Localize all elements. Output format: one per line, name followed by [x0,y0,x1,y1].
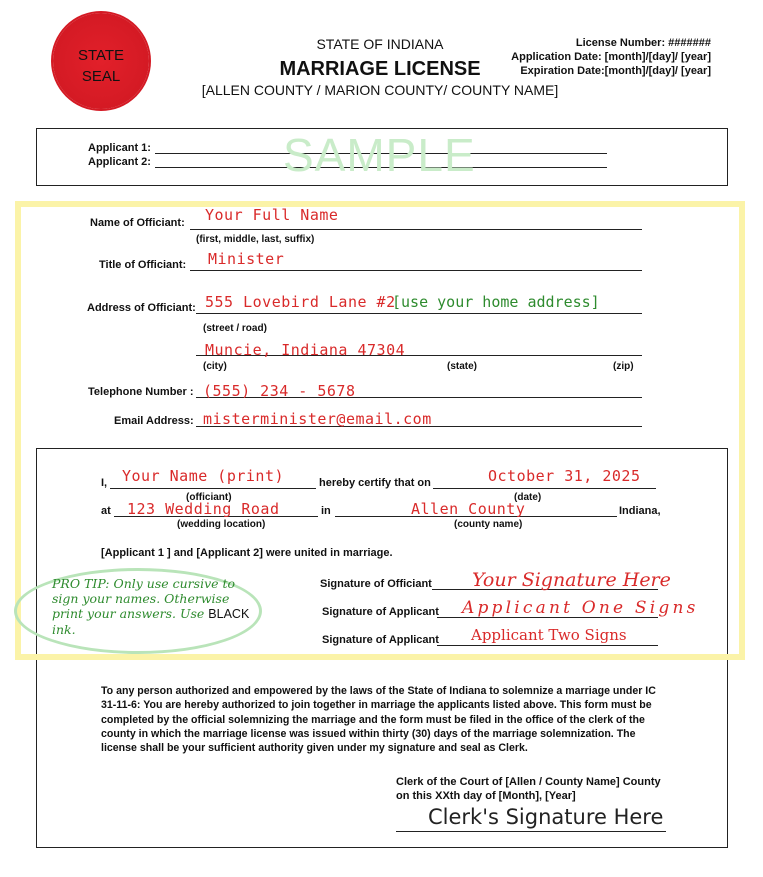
sig-app2-label: Signature of Applicant [322,634,439,646]
state-hint: (state) [447,361,478,372]
sample-watermark: SAMPLE [283,129,476,181]
seal-line-2: SEAL [81,68,121,85]
sig-officiant-label: Signature of Officiant [320,578,432,590]
sig-officiant-value: Your Signature Here [472,569,671,591]
street-hint: (street / road) [203,323,267,334]
county-hint: (county name) [454,519,523,530]
officiant-address-label: Address of Officiant: [87,302,196,314]
in-label: in [321,505,331,517]
sig-app1-label: Signature of Applicant [322,606,439,618]
clerk-signature-line[interactable] [396,831,666,832]
application-date: Application Date: [month]/[day]/ [year] [511,51,711,63]
applicant2-label: Applicant 2: [88,156,151,168]
officiant-title-value: Minister [208,250,285,268]
state-heading: STATE OF INDIANA [316,36,444,52]
pro-tip-text [52,576,252,637]
officiant-address-value: 555 Lovebird Lane #2 [205,293,396,311]
sig-app2-value: Applicant Two Signs [471,626,627,644]
legal-paragraph: To any person authorized and empowered by the laws of the State of Indiana to solemnize a marriage under IC 31-11-6: You are hereby authorized to join together in marriage the applicants listed above. This form must be completed by the official solemnizing the marriage and the form must be filed in the office of the clerk of the county in which the marriage license was issued within thirty (30) days of the marriage solemnization. The license shall be your sufficient authority given under my signature and seal as Clerk. [101,685,656,755]
at-label: at [101,505,111,517]
officiant-city-value: Muncie, Indiana 47304 [205,341,406,359]
pro-tip-text-b: ink. [52,622,76,637]
zip-hint: (zip) [613,361,634,372]
phone-label: Telephone Number : [88,386,194,398]
officiant-title-label: Title of Officiant: [99,259,187,271]
hereby-text: hereby certify that on [319,477,431,489]
pro-tip-text-a: PRO TIP: Only use cursive to sign your names. Otherwise print your answers. Use [52,576,236,621]
united-text: [Applicant 1 ] and [Applicant 2] were united in marriage. [101,547,393,559]
certify-date-value: October 31, 2025 [488,467,641,485]
seal-line-1: STATE [77,47,125,64]
date-hint: (date) [514,492,542,503]
certify-officiant-value: Your Name (print) [122,467,285,485]
officiant-name-label: Name of Officiant: [90,217,185,229]
pro-tip-black-word: BLACK [208,607,250,621]
expiration-date: Expiration Date:[month]/[day]/ [year] [520,65,711,77]
i-label: I, [101,477,108,489]
officiant-address-note: [use your home address] [392,293,600,311]
email-label: Email Address: [114,415,194,427]
location-hint: (wedding location) [177,519,266,530]
phone-value: (555) 234 - 5678 [203,382,356,400]
officiant-hint: (officiant) [186,492,232,503]
sig-app1-value: Applicant One Signs [462,598,699,618]
document-title: MARRIAGE LICENSE [279,58,481,80]
clerk-line-2: on this XXth day of [Month], [Year] [396,790,576,802]
applicant1-label: Applicant 1: [88,142,151,154]
indiana-label: Indiana, [619,505,661,517]
county-heading: [ALLEN COUNTY / MARION COUNTY/ COUNTY NAME] [201,82,559,98]
clerk-signature-value: Clerk's Signature Here [428,805,664,829]
clerk-line-1: Clerk of the Court of [Allen / County Name] County [396,776,661,788]
state-seal [53,13,149,109]
license-number: License Number: ####### [575,37,711,49]
email-value: misterminister@email.com [203,410,432,428]
city-hint: (city) [203,361,227,372]
location-value: 123 Wedding Road [127,500,280,518]
officiant-name-hint: (first, middle, last, suffix) [196,234,315,245]
officiant-name-value: Your Full Name [205,206,339,224]
county-value: Allen County [411,500,526,518]
